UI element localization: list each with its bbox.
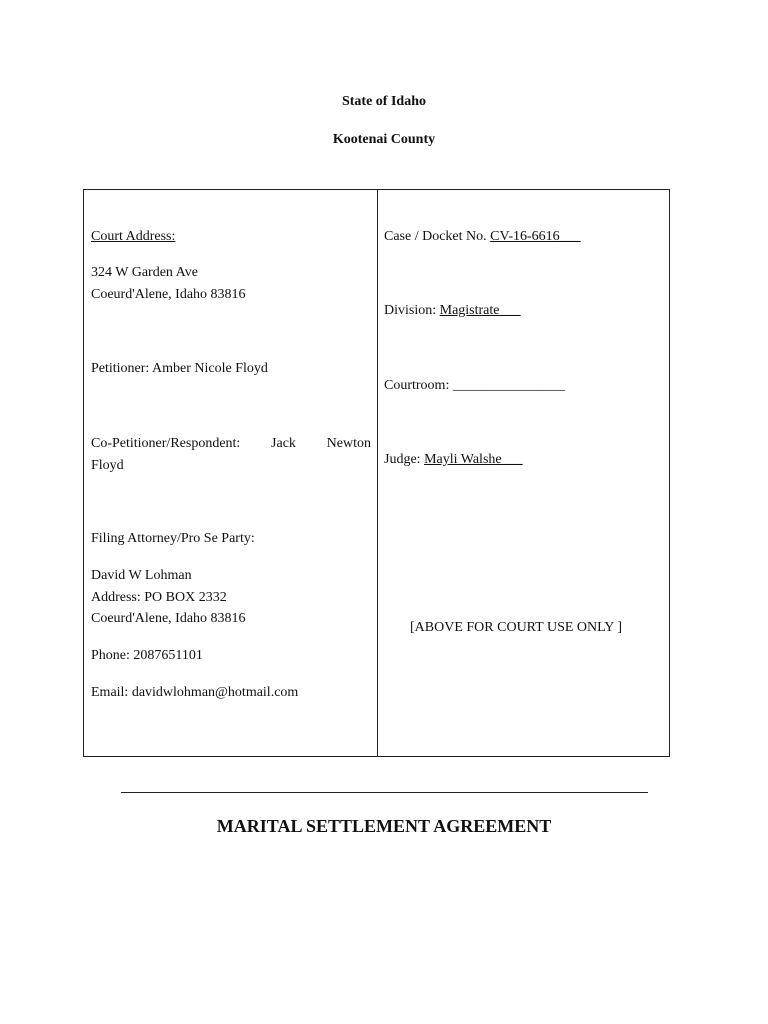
co-petitioner-last-name: Floyd [91,458,124,473]
courtroom-label: Courtroom: [384,378,450,393]
attorney-address-line2: Coeurd'Alene, Idaho 83816 [91,611,246,626]
co-petitioner-first-name: Jack [271,436,296,451]
document-title: MARITAL SETTLEMENT AGREEMENT [216,816,552,836]
judge [384,449,523,471]
separator-line [121,792,648,793]
courtroom-value: _____________ [452,378,544,393]
caption-box [83,189,670,757]
co-petitioner [91,433,371,477]
court-address-label: Court Address: [91,229,176,244]
judge-value: Mayli Walshe___ [424,452,523,467]
case-number-value: CV-16-6616___ [490,229,581,244]
court-address-line1: 324 W Garden Ave [91,265,198,280]
attorney-email: Email: davidwlohman@hotmail.com [91,685,299,700]
county-heading: Kootenai County [332,132,436,147]
attorney-name: David W Lohman [91,568,192,583]
attorney-phone: Phone: 2087651101 [91,648,203,663]
co-petitioner-label: Co-Petitioner/Respondent: [91,436,241,451]
caption-divider [377,190,378,756]
division-value: Magistrate___ [439,303,521,318]
co-petitioner-middle-name: Newton [326,436,371,451]
case-number [384,226,581,248]
court-address-line2: Coeurd'Alene, Idaho 83816 [91,287,246,302]
court-use-only-note: [ABOVE FOR COURT USE ONLY ] [410,620,623,635]
division-label: Division: [384,303,437,318]
case-number-label: Case / Docket No. [384,229,487,244]
division [384,300,521,322]
petitioner: Petitioner: Amber Nicole Floyd [91,361,268,376]
filing-attorney-label: Filing Attorney/Pro Se Party: [91,531,255,546]
courtroom [384,375,565,397]
courtroom-trail: ___ [543,378,565,393]
judge-label: Judge: [384,452,421,467]
state-heading: State of Idaho [341,94,426,109]
attorney-address-line1: Address: PO BOX 2332 [91,590,227,605]
